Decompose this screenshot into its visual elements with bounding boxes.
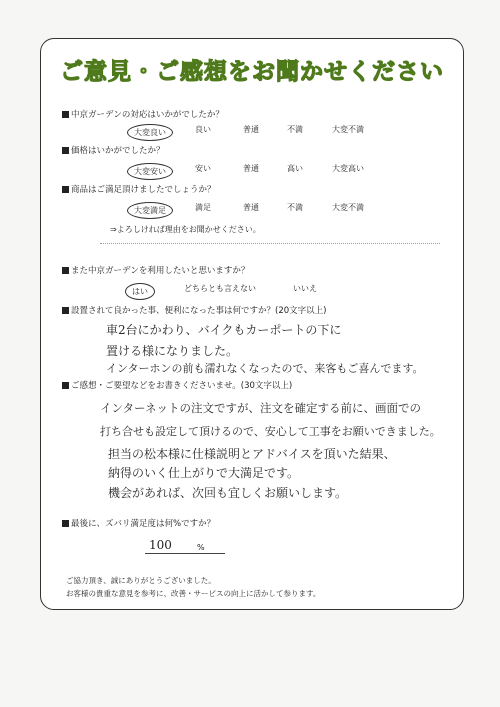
divider bbox=[100, 243, 440, 244]
q3-option[interactable]: 大変不満 bbox=[332, 203, 364, 212]
bullet-square-icon bbox=[62, 186, 69, 193]
q5-answer-line: 置ける様になりました。 bbox=[106, 344, 239, 358]
q1-options bbox=[0, 124, 500, 138]
q5-answer-line: 車2台にかわり、バイクもカーポートの下に bbox=[106, 323, 342, 337]
q4-option[interactable]: どちらとも言えない bbox=[184, 284, 256, 293]
q1-option[interactable]: 大変不満 bbox=[332, 125, 364, 134]
q6-answer-line: インターネットの注文ですが、注文を確定する前に、画面での bbox=[100, 401, 421, 415]
question-3: 商品はご満足頂けましたでしょうか？ bbox=[62, 183, 216, 195]
bullet-square-icon bbox=[62, 267, 69, 274]
satisfaction-field[interactable] bbox=[145, 537, 225, 554]
q2-option[interactable]: 安い bbox=[195, 164, 211, 173]
bullet-square-icon bbox=[62, 147, 69, 154]
q2-option[interactable]: 大変高い bbox=[332, 164, 364, 173]
q6-answer-line: 打ち合せも設定して頂けるので、安心して工事をお願いできました。 bbox=[100, 425, 441, 438]
bullet-square-icon bbox=[62, 111, 69, 118]
q2-options bbox=[0, 163, 500, 177]
q6-answer-line: 機会があれば、次回も宜しくお願いします。 bbox=[108, 486, 348, 500]
q1-option-selected[interactable]: 大変良い bbox=[127, 124, 173, 141]
question-6: ご感想・ご要望などをお書きくださいませ。(30文字以上) bbox=[62, 379, 292, 391]
q3-option[interactable]: 普通 bbox=[243, 203, 259, 212]
bullet-square-icon bbox=[62, 382, 69, 389]
question-4: また中京ガーデンを利用したいと思いますか？ bbox=[62, 264, 249, 276]
question-5: 設置されて良かった事、便利になった事は何ですか？(20文字以上) bbox=[62, 304, 326, 316]
percent-unit: % bbox=[197, 543, 205, 552]
survey-title: ご意見・ご感想をお聞かせください bbox=[60, 59, 444, 85]
q4-option-selected[interactable]: はい bbox=[125, 283, 155, 300]
q6-answer-line: 納得のいく仕上がりで大満足です。 bbox=[108, 466, 300, 480]
footer-note: お客様の貴重な意見を参考に、改善・サービスの向上に活かして参ります。 bbox=[66, 589, 321, 598]
q5-answer-line: インターホンの前も濡れなくなったので、来客もご喜んでます。 bbox=[106, 362, 424, 375]
q3-option[interactable]: 不満 bbox=[287, 203, 303, 212]
bullet-square-icon bbox=[62, 520, 69, 527]
question-1: 中京ガーデンの対応はいかがでしたか？ bbox=[62, 108, 224, 120]
q3-option-selected[interactable]: 大変満足 bbox=[127, 202, 173, 219]
question-2: 価格はいかがでしたか？ bbox=[62, 144, 165, 156]
q2-option-selected[interactable]: 大変安い bbox=[127, 163, 173, 180]
question-7: 最後に、ズバリ満足度は何%ですか？ bbox=[62, 517, 215, 529]
satisfaction-value: 100 bbox=[149, 538, 172, 552]
q3-options bbox=[0, 202, 500, 216]
bullet-square-icon bbox=[62, 307, 69, 314]
q2-option[interactable]: 高い bbox=[287, 164, 303, 173]
q1-option[interactable]: 良い bbox=[195, 125, 211, 134]
footer-thanks: ご協力頂き、誠にありがとうございました。 bbox=[66, 576, 216, 585]
q4-options bbox=[0, 283, 500, 297]
q1-option[interactable]: 普通 bbox=[243, 125, 259, 134]
q2-option[interactable]: 普通 bbox=[243, 164, 259, 173]
q6-answer-line: 担当の松本様に仕様説明とアドバイスを頂いた結果、 bbox=[108, 447, 396, 461]
q3-note: ⇒よろしければ理由をお聞かせください。 bbox=[110, 225, 261, 234]
q1-option[interactable]: 不満 bbox=[287, 125, 303, 134]
q4-option[interactable]: いいえ bbox=[293, 284, 317, 293]
q3-option[interactable]: 満足 bbox=[195, 203, 211, 212]
